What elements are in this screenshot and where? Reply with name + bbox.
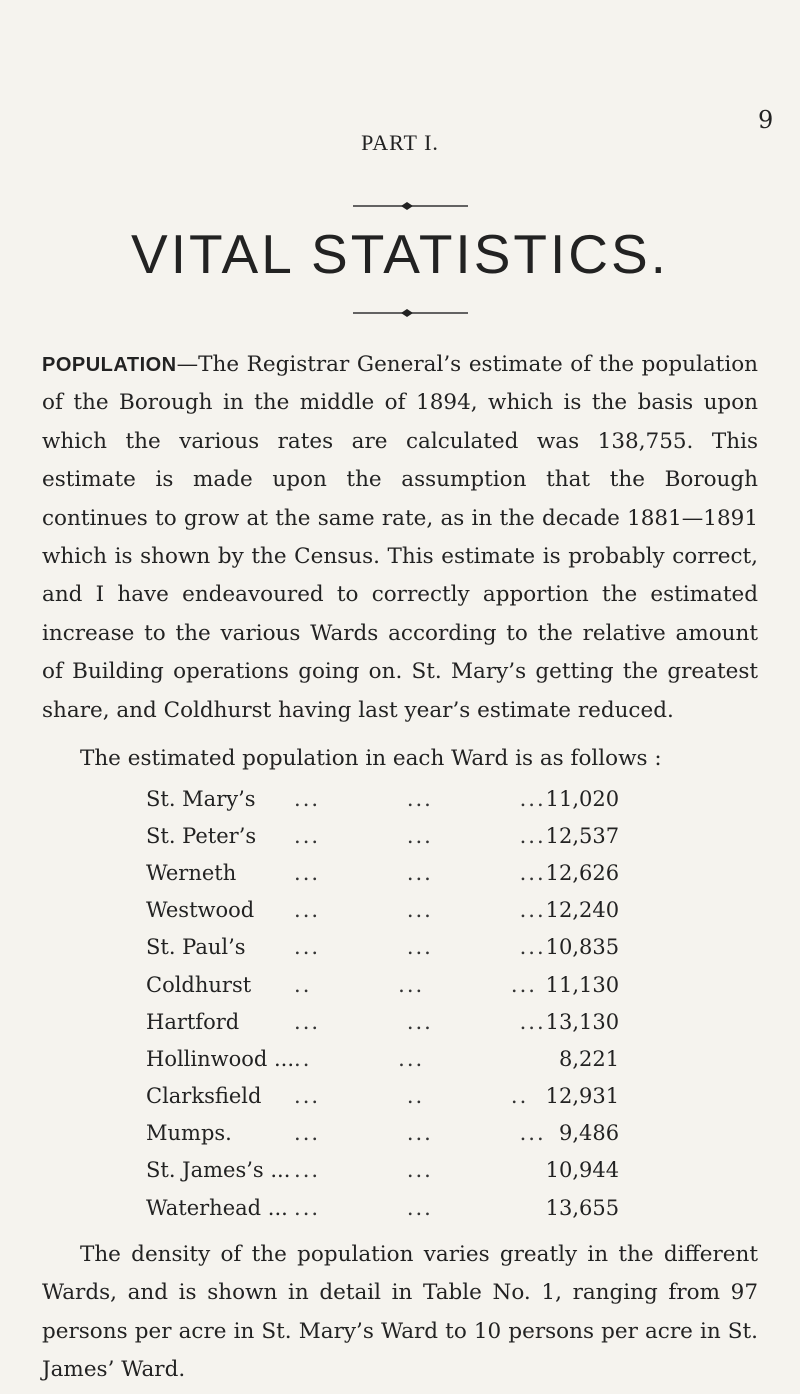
leader-dots: ... ... ... (294, 860, 546, 885)
table-row (146, 854, 619, 891)
table-row (146, 892, 619, 929)
table-row (146, 1152, 619, 1189)
ornamental-rule-bottom (353, 306, 468, 320)
ward-name: St. Peter’s (146, 823, 257, 848)
ward-population: 13,130 (545, 1009, 620, 1034)
ward-name: Waterhead ... (146, 1195, 288, 1220)
main-title: VITAL STATISTICS. (131, 223, 669, 285)
table-row (146, 929, 619, 966)
leader-dots: ... ... ... (294, 1009, 546, 1034)
ward-name: Werneth (146, 860, 237, 885)
ward-name: St. James’s ... (146, 1158, 291, 1183)
ward-name: Clarksfield (146, 1084, 262, 1109)
ward-population: 11,130 (545, 972, 620, 997)
leader-dots: .. ... ... (294, 972, 537, 997)
leader-dots: .. ... (294, 1046, 425, 1071)
leader-dots: ... ... ... (294, 786, 546, 811)
ward-name: Hartford (146, 1009, 240, 1034)
table-row (146, 1040, 619, 1077)
ornamental-rule-top (353, 199, 468, 213)
ward-name: Westwood (146, 898, 255, 923)
leader-dots: ... ... (294, 1158, 433, 1183)
leader-dots: ... ... ... (294, 935, 546, 960)
table-row (146, 817, 619, 854)
ward-name: Coldhurst (146, 972, 252, 997)
table-row (146, 1189, 619, 1226)
table-row (146, 1078, 619, 1115)
ward-population: 8,221 (559, 1046, 620, 1071)
ward-population: 10,944 (545, 1158, 620, 1183)
table-row (146, 966, 619, 1003)
table-row (146, 1115, 619, 1152)
leader-dots: ... ... (294, 1195, 433, 1220)
population-text: —The Registrar General’s estimate of the population of the Borough in the middle of 1894, which is the basis upon which the various rates are calculated was 138,755. This estimate is made upon the assumption that the Borough continues to grow at the same rate, as in the decade 1881—1891 which is shown by the Census. This estimate is probably correct, and I have endeavoured to correctly apportion the estimated increase to the various Wards according to the relative amount of Building operations going on. St. Mary’s getting the greatest share, and Coldhurst having last year’s estimate reduced. (42, 352, 758, 723)
leader-dots: ... ... ... (294, 1121, 546, 1146)
population-paragraph (42, 346, 758, 730)
ward-population: 12,240 (545, 898, 620, 923)
wards-intro: The estimated population in each Ward is as follows : (80, 746, 662, 771)
ward-name: St. Paul’s (146, 935, 246, 960)
ward-population: 11,020 (545, 786, 620, 811)
ward-population-table (146, 780, 619, 1226)
ward-population: 9,486 (559, 1121, 620, 1146)
population-lead: POPULATION (42, 354, 177, 376)
table-row (146, 780, 619, 817)
ward-population: 12,931 (545, 1084, 620, 1109)
leader-dots: ... .. .. (294, 1084, 529, 1109)
table-row (146, 1003, 619, 1040)
ward-name: Mumps. (146, 1121, 232, 1146)
leader-dots: ... ... ... (294, 823, 546, 848)
ward-name: St. Mary’s (146, 786, 256, 811)
leader-dots: ... ... ... (294, 898, 546, 923)
part-heading: PART I. (361, 130, 439, 155)
ward-name: Hollinwood ... (146, 1046, 295, 1071)
ward-population: 12,626 (545, 860, 620, 885)
ward-population: 13,655 (545, 1195, 620, 1220)
page-number: 9 (758, 106, 774, 134)
ward-population: 12,537 (545, 823, 620, 848)
density-paragraph: The density of the population varies greatly in the different Wards, and is shown in detail in Table No. 1, ranging from 97 persons per acre in St. Mary’s Ward to 10 persons per acre in St. James’ Ward. (42, 1242, 758, 1383)
ward-population: 10,835 (545, 935, 620, 960)
